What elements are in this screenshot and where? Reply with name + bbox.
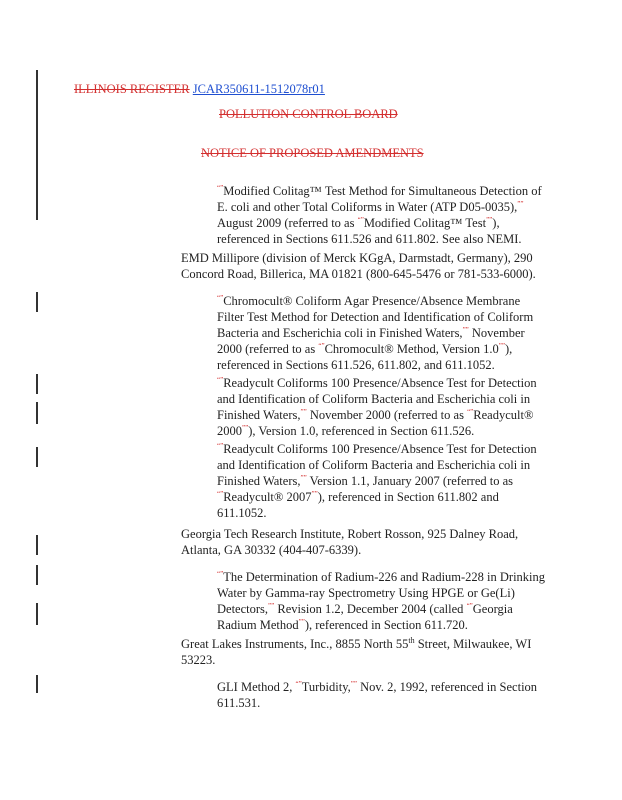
change-bar (36, 292, 38, 312)
notice-title: NOTICE OF PROPOSED AMENDMENTS (201, 146, 424, 160)
change-bar (36, 603, 38, 625)
reference-entry: GLI Method 2, “”Turbidity,”” Nov. 2, 1992, referenced in Section 611.531. (217, 679, 538, 710)
change-bar (36, 675, 38, 693)
reference-entry: “”The Determination of Radium-226 and Radium-228 in Drinking Water by Gamma-ray Spectrometry Using HPGE or Ge(Li) Detectors,”” Revision 1.2, December 2004 (called “”Georgia Radium Method””), referenced in Section 611.720. (217, 569, 546, 632)
reference-entry: “”Chromocult® Coliform Agar Presence/Absence Membrane Filter Test Method for Detection and Identification of Coliform Bacteria and Escherichia coli in Finished Waters,”” November 2000 (referred to as “”Chromocult® Method, Version 1.0””), referenced in Sections 611.526, 611.802, and 611.1052. (217, 293, 534, 372)
reference-entry: “”Readycult Coliforms 100 Presence/Absence Test for Detection and Identification of Coliform Bacteria and Escherichia coli in Finished Waters,”” Version 1.1, January 2007 (referred to as “”Readycult® 2007””), referenced in Section 611.802 and 611.1052. (217, 441, 537, 520)
reference-entry: “”Readycult Coliforms 100 Presence/Absence Test for Detection and Identification of Coliform Bacteria and Escherichia coli in Finished Waters,”” November 2000 (referred to as “”Readycult® 2000””), Version 1.0, referenced in Section 611.526. (217, 375, 537, 438)
register-header (74, 82, 325, 97)
change-bar (36, 535, 38, 555)
organization-entry: Georgia Tech Research Institute, Robert Rosson, 925 Dalney Road, Atlanta, GA 30332 (404-407-6339). (181, 527, 519, 557)
register-reference: JCAR350611-1512078r01 (192, 82, 325, 96)
change-bar (36, 565, 38, 585)
organization-entry: Great Lakes Instruments, Inc., 8855 North 55th Street, Milwaukee, WI 53223. (181, 635, 532, 667)
reference-entry: “”Modified Colitag™ Test Method for Simultaneous Detection of E. coli and other Total Coliforms in Water (ATP D05-0035),”” August 2009 (referred to as “”Modified Colitag™ Test””), referenced in Sections 611.526 and 611.802. See also NEMI. (217, 183, 542, 246)
organization-entry: EMD Millipore (division of Merck KGgA, Darmstadt, Germany), 290 Concord Road, Billerica, MA 01821 (800-645-5476 or 781-533-6000). (181, 251, 536, 281)
register-title-struck: ILLINOIS REGISTER (74, 82, 190, 96)
board-title: POLLUTION CONTROL BOARD (219, 107, 398, 121)
change-bar (36, 374, 38, 394)
change-bar (36, 447, 38, 467)
change-bar (36, 70, 38, 220)
change-bar (36, 402, 38, 424)
